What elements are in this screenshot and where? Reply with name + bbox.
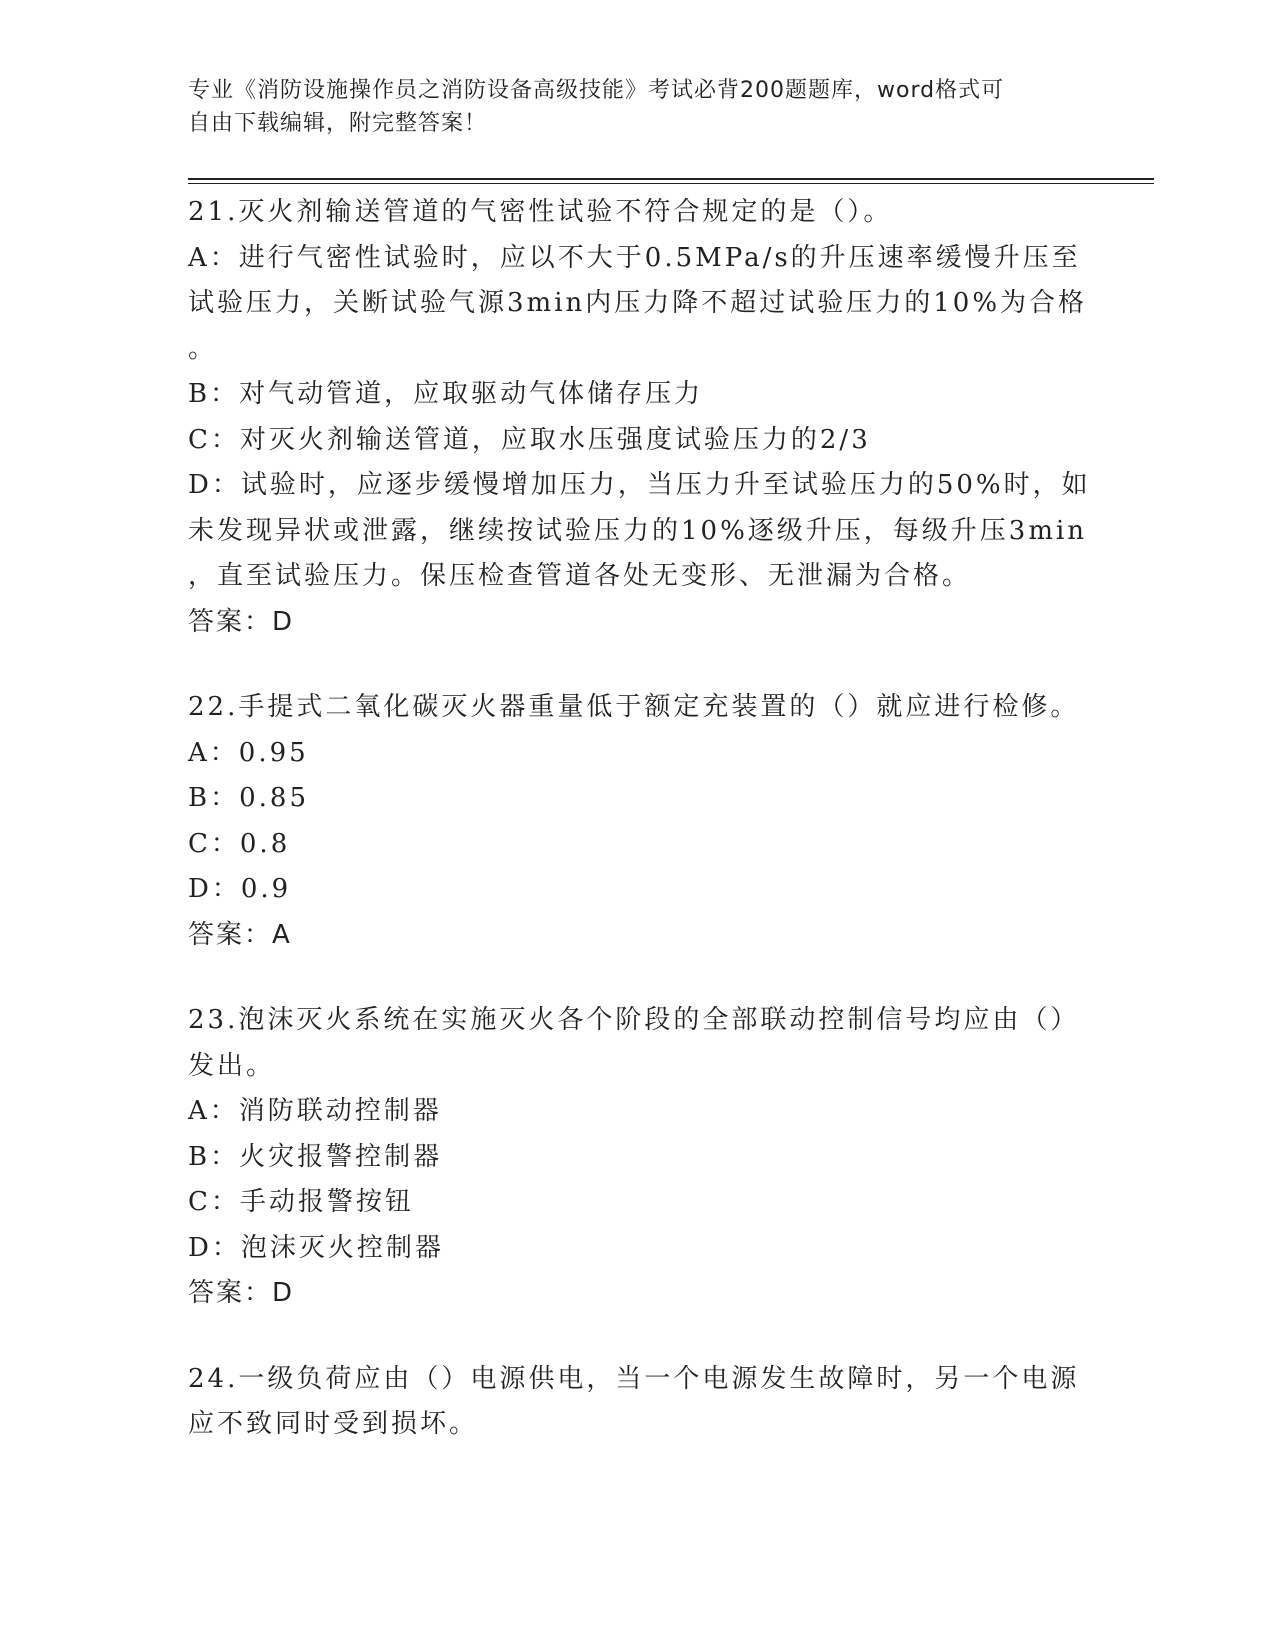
header-rule-thin bbox=[188, 183, 1154, 184]
option-c: C：对灭火剂输送管道，应取水压强度试验压力的2/3 bbox=[188, 424, 871, 455]
question-stem-continued: 发出。 bbox=[188, 1050, 276, 1081]
option-a-continued: 。 bbox=[188, 333, 218, 364]
option-d-continued: ，直至试验压力。保压检查管道各处无变形、无泄漏为合格。 bbox=[188, 561, 972, 591]
question-stem: 21.灭火剂输送管道的气密性试验不符合规定的是（）。 bbox=[188, 197, 893, 227]
header-line-2: 自由下载编辑，附完整答案！ bbox=[188, 111, 488, 136]
answer: 答案：D bbox=[188, 1278, 295, 1308]
option-d-continued: 未发现异状或泄露，继续按试验压力的10%逐级升压，每级升压3min bbox=[188, 515, 1088, 546]
option-a: A：进行气密性试验时，应以不大于0.5MPa/s的升压速率缓慢升压至 bbox=[188, 242, 1081, 273]
question-21 bbox=[188, 190, 1091, 645]
option-c: C：手动报警按钮 bbox=[188, 1187, 414, 1217]
option-b: B：对气动管道，应取驱动气体储存压力 bbox=[188, 379, 704, 409]
question-24 bbox=[188, 1357, 1088, 1448]
header-rule-thick bbox=[188, 178, 1154, 180]
option-d: D：泡沫灭火控制器 bbox=[188, 1232, 444, 1263]
option-d: D：试验时，应逐步缓慢增加压力，当压力升至试验压力的50%时，如 bbox=[188, 470, 1091, 500]
option-b: B：0.85 bbox=[188, 783, 309, 813]
option-b: B：火灾报警控制器 bbox=[188, 1141, 443, 1172]
option-a-continued: 试验压力，关断试验气源3min内压力降不超过试验压力的10%为合格 bbox=[188, 288, 1088, 318]
option-a: A：消防联动控制器 bbox=[188, 1096, 442, 1126]
document-header bbox=[188, 74, 1088, 140]
question-list bbox=[188, 190, 1091, 1488]
header-line-1: 专业《消防设施操作员之消防设备高级技能》考试必背200题题库，word格式可 bbox=[188, 78, 1005, 103]
question-stem: 23.泡沫灭火系统在实施灭火各个阶段的全部联动控制信号均应由（） bbox=[188, 1005, 1080, 1035]
question-23 bbox=[188, 998, 1088, 1317]
option-a: A：0.95 bbox=[188, 737, 309, 768]
option-c: C：0.8 bbox=[188, 828, 291, 859]
question-stem: 22.手提式二氧化碳灭火器重量低于额定充装置的（）就应进行检修。 bbox=[188, 692, 1080, 722]
question-stem: 24.一级负荷应由（）电源供电，当一个电源发生故障时，另一个电源 bbox=[188, 1363, 1080, 1394]
option-d: D：0.9 bbox=[188, 874, 292, 904]
answer: 答案：A bbox=[188, 919, 292, 950]
question-22 bbox=[188, 685, 1088, 958]
answer: 答案：D bbox=[188, 606, 295, 637]
question-stem-continued: 应不致同时受到损坏。 bbox=[188, 1409, 479, 1439]
